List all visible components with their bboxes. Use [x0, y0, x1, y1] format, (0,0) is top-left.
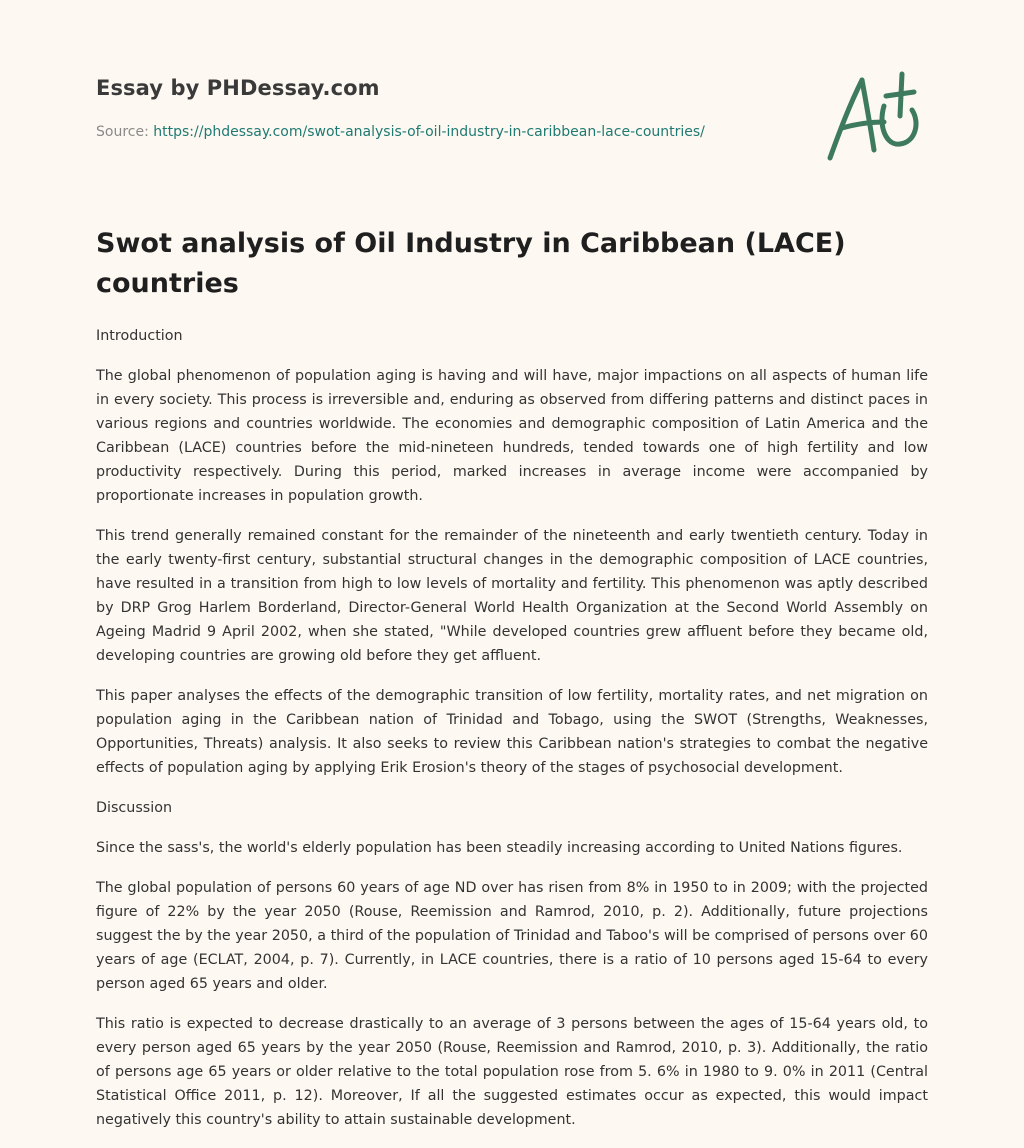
source-line — [96, 124, 705, 140]
essay-title: Swot analysis of Oil Industry in Caribbean (LACE) countries — [96, 228, 846, 299]
section-heading-discussion: Discussion — [96, 800, 173, 816]
site-title: Essay by PHDessay.com — [96, 76, 380, 100]
paragraph: This paper analyses the effects of the demographic transition of low fertility, mortality rates, and net migration on population aging in the Caribbean nation of Trinidad and Tobago, using the SWOT (Strengths, Weaknesses, Opportunities, Threats) analysis. It also seeks to review this Caribbean nation's strategies to combat the negative effects of population aging by applying Erik Erosion's theory of the stages of psychosocial development. — [96, 688, 928, 776]
source-label: Source: — [96, 124, 149, 140]
source-link[interactable]: https://phdessay.com/swot-analysis-of-oil-industry-in-caribbean-lace-countries/ — [153, 124, 705, 140]
paragraph: This trend generally remained constant for the remainder of the nineteenth and early twentieth century. Today in the early twenty-first century, substantial structural changes in the demographic composition of LACE countries, have resulted in a transition from high to low levels of mortality and fertility. This phenomenon was aptly described by DRP Grog Harlem Borderland, Director-General World Health Organization at the Second World Assembly on Ageing Madrid 9 April 2002, when she stated, "While developed countries grew affluent before they became old, developing countries are growing old before they get affluent. — [96, 528, 928, 664]
paragraph: Since the sass's, the world's elderly population has been steadily increasing according to United Nations figures. — [96, 840, 903, 856]
paragraph: The global population of persons 60 years of age ND over has risen from 8% in 1950 to in 2009; with the projected figure of 22% by the year 2050 (Rouse, Reemission and Ramrod, 2010, p. 2). Additionally, future projections suggest the by the year 2050, a third of the population of Trinidad and Taboo's will be comprised of persons over 60 years of age (ECLAT, 2004, p. 7). Currently, in LACE countries, there is a ratio of 10 persons aged 15-64 to every person aged 65 years and older. — [96, 880, 928, 992]
a-plus-logo-icon — [820, 66, 932, 166]
paragraph: This ratio is expected to decrease drastically to an average of 3 persons between the ages of 15-64 years old, to every person aged 65 years by the year 2050 (Rouse, Reemission and Ramrod, 2010, p. 3). Additionally, the ratio of persons age 65 years or older relative to the total population rose from 5. 6% in 1980 to 9. 0% in 2011 (Central Statistical Office 2011, p. 12). Moreover, If all the suggested estimates occur as expected, this would impact negatively this country's ability to attain sustainable development. — [96, 1016, 928, 1128]
paragraph: The global phenomenon of population aging is having and will have, major impactions on all aspects of human life in every society. This process is irreversible and, enduring as observed from differing patterns and distinct paces in various regions and countries worldwide. The economies and demographic composition of Latin America and the Caribbean (LACE) countries before the mid-nineteen hundreds, tended towards one of high fertility and low productivity respectively. During this period, marked increases in average income were accompanied by proportionate increases in population growth. — [96, 368, 928, 504]
essay-body — [96, 324, 928, 1148]
section-heading-introduction: Introduction — [96, 328, 183, 344]
